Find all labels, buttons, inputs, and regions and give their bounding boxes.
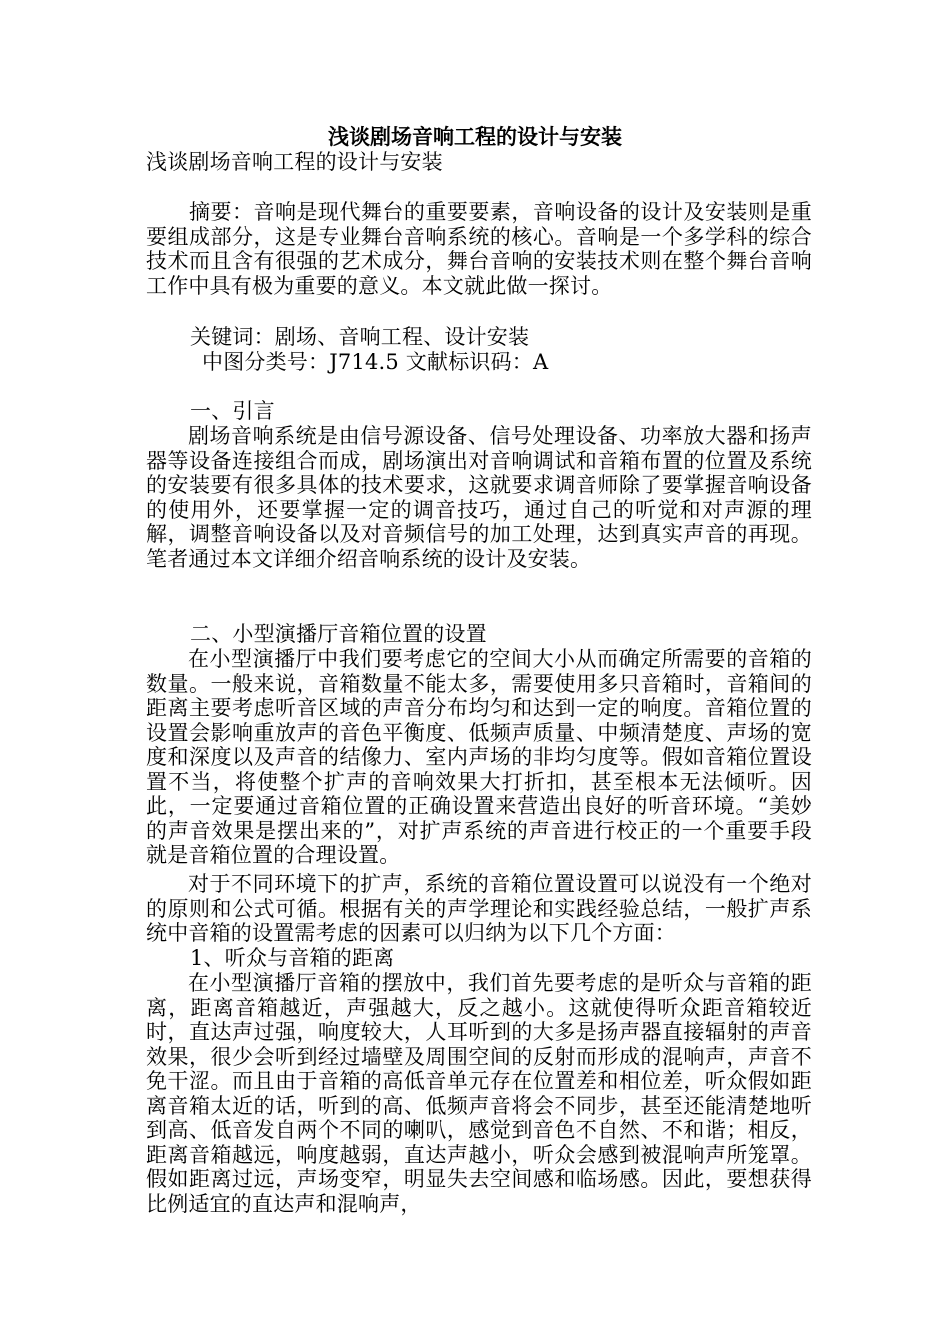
abstract-paragraph: 摘要：音响是现代舞台的重要要素，音响设备的设计及安装则是重要组成部分，这是专业舞台音响系统的核心。音响是一个多学科的综合技术而且含有很强的艺术成分，舞台音响的安装技术则在整个舞台音响工作中具有极为重要的意义。本文就此做一探讨。 bbox=[146, 200, 812, 298]
section2-paragraph2: 对于不同环境下的扩声，系统的音箱位置设置可以说没有一个绝对的原则和公式可循。根据有关的声学理论和实践经验总结，一般扩声系统中音箱的设置需考虑的因素可以归纳为以下几个方面： bbox=[146, 872, 812, 945]
section1-heading: 一、引言 bbox=[190, 399, 275, 423]
section2-heading: 二、小型演播厅音箱位置的设置 bbox=[190, 622, 487, 646]
classification-line: 中图分类号：J714.5 文献标识码：A bbox=[202, 350, 549, 374]
section2-subheading1: 1、听众与音箱的距离 bbox=[190, 946, 395, 970]
document-title: 浅谈剧场音响工程的设计与安装 bbox=[328, 124, 622, 149]
section1-paragraph: 剧场音响系统是由信号源设备、信号处理设备、功率放大器和扬声器等设备连接组合而成，剧场演出对音响调试和音箱布置的位置及系统的安装要有很多具体的技术要求，这就要求调音师除了要掌握音响设备的使用外，还要掌握一定的调音技巧，通过自己的听觉和对声源的理解，调整音响设备以及对音频信号的加工处理，达到真实声音的再现。笔者通过本文详细介绍音响系统的设计及安装。 bbox=[146, 424, 812, 571]
section2-paragraph1: 在小型演播厅中我们要考虑它的空间大小从而确定所需要的音箱的数量。一般来说，音箱数量不能太多，需要使用多只音箱时，音箱间的距离主要考虑听音区域的声音分布均匀和达到一定的响度。音箱位置的设置会影响重放声的音色平衡度、低频声质量、中频清楚度、声场的宽度和深度以及声音的结像力、室内声场的非均匀度等。假如音箱位置设置不当，将使整个扩声的音响效果大打折扣，甚至根本无法倾听。因此，一定要通过音箱位置的正确设置来营造出良好的听音环境。“美妙的声音效果是摆出来的”，对扩声系统的声音进行校正的一个重要手段就是音箱位置的合理设置。 bbox=[146, 647, 812, 867]
document-subtitle: 浅谈剧场音响工程的设计与安装 bbox=[146, 150, 443, 174]
section2-paragraph3: 在小型演播厅音箱的摆放中，我们首先要考虑的是听众与音箱的距离，距离音箱越近，声强越大，反之越小。这就使得听众距音箱较近时，直达声过强，响度较大，人耳听到的大多是扬声器直接辐射的声音效果，很少会听到经过墙壁及周围空间的反射而形成的混响声，声音不免干涩。而且由于音箱的高低音单元存在位置差和相位差，听众假如距离音箱太近的话，听到的高、低频声音将会不同步，甚至还能清楚地听到高、低音发自两个不同的喇叭，感觉到音色不自然、不和谐；相反，距离音箱越远，响度越弱，直达声越小，听众会感到被混响声所笼罩。假如距离过远，声场变窄，明显失去空间感和临场感。因此，要想获得比例适宜的直达声和混响声， bbox=[146, 971, 812, 1216]
keywords-line: 关键词：剧场、音响工程、设计安装 bbox=[190, 325, 530, 349]
